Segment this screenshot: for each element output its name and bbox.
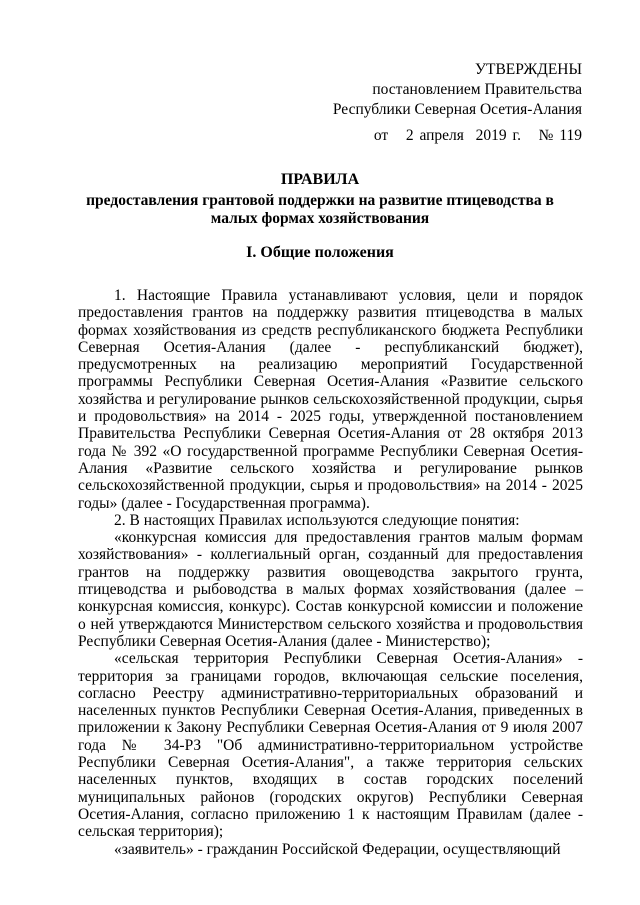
approval-heading: УТВЕРЖДЕНЫ xyxy=(475,61,582,78)
approval-line: Республики Северная Осетия-Алания xyxy=(332,101,582,118)
paragraph: «заявитель» - гражданин Российской Федерации, осуществляющий xyxy=(114,840,561,858)
paragraph: «сельская территория Республики Северная Осетия-Алания» - территория за границами городов, включающая сельские поселения, согласно Реестру административно-территориальных образований и населенных пунктов Республики Северная Осетия-Алания, приведенных в приложении к Закону Республики Северная Осетия-Алания от 9 июля 2007 года № 34-РЗ "Об административно-территориальном устройстве Республики Северная Осетия-Алания", а также территория сельских населенных пунктов, входящих в состав городских поселений муниципальных районов (городских округов) Республики Северная Осетия-Алания, согласно приложению 1 к настоящим Правилам (далее - сельская территория); xyxy=(78,650,583,841)
document-title: ПРАВИЛА xyxy=(280,171,360,188)
approval-line: постановлением Правительства xyxy=(372,81,582,98)
paragraph: «конкурсная комиссия для предоставления грантов малым формам хозяйствования» - коллегиальный орган, созданный для предоставления грантов на поддержку развития овощеводства закрытого грунта, птицеводства и рыбоводства в малых формах хозяйствования (далее – конкурсная комиссия, конкурс). Состав конкурсной комиссии и положение о ней утверждаются Министерством сельского хозяйства и продовольствия Республики Северная Осетия-Алания (далее - Министерство); xyxy=(78,529,583,650)
section-heading: I. Общие положения xyxy=(246,244,394,261)
document-body xyxy=(78,287,583,858)
paragraph: 2. В настоящих Правилах используются следующие понятия: xyxy=(114,511,520,529)
paragraph: 1. Настоящие Правила устанавливают условия, цели и порядок предоставления грантов на поддержку развития птицеводства в малых формах хозяйствования из средств республиканского бюджета Республики Северная Осетия-Алания (далее - республиканский бюджет), предусмотренных на реализацию мероприятий Государственной программы Республики Северная Осетия-Алания «Развитие сельского хозяйства и регулирование рынков сельскохозяйственной продукции, сырья и продовольствия» на 2014 - 2025 годы, утвержденной постановлением Правительства Республики Северная Осетия-Алания от 28 октября 2013 года № 392 «О государственной программе Республики Северная Осетия-Алания «Развитие сельского хозяйства и регулирование рынков сельскохозяйственной продукции, сырья и продовольствия» на 2014 - 2025 годы» (далее - Государственная программа). xyxy=(78,287,583,512)
document-subtitle: предоставления грантовой поддержки на развитие птицеводства в малых формах хозяйствования xyxy=(86,192,554,227)
approval-stamp xyxy=(333,60,582,146)
approval-date: от 2 апреля 2019 г. № 119 xyxy=(373,127,582,144)
document-title-block xyxy=(70,170,570,228)
